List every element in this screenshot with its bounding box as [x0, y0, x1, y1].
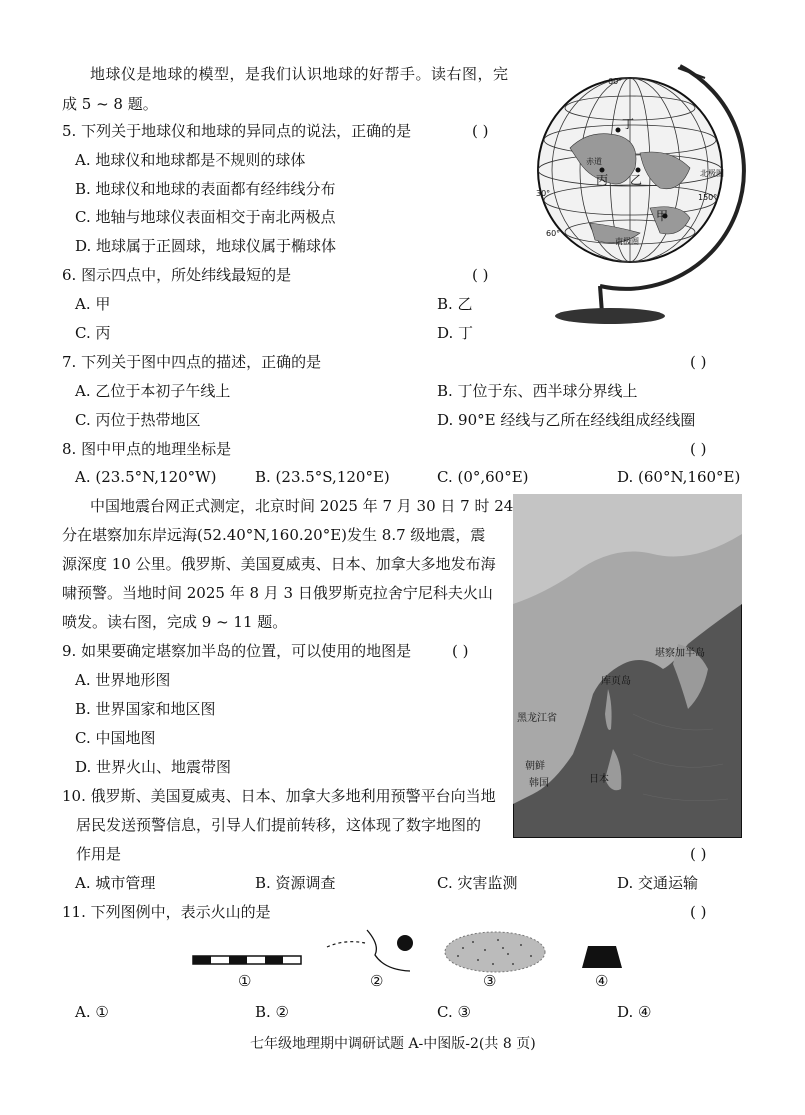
q5-option-d[interactable]: D. 地球属于正圆球，地球仪属于椭球体 [75, 237, 337, 255]
q10-option-b[interactable]: B. 资源调查 [255, 874, 336, 892]
q10-stem-line-1: 10. 俄罗斯、美国夏威夷、日本、加拿大多地利用预警平台向当地 [62, 787, 496, 805]
intro2-line-1: 中国地震台网正式测定，北京时间 2025 年 7 月 30 日 7 时 24 [90, 497, 514, 515]
q7-answer-paren[interactable]: ( ) [690, 353, 707, 371]
globe-label-arctic-circle: 北极圈 [700, 169, 724, 178]
q5-answer-paren[interactable]: ( ) [472, 122, 489, 140]
q9-stem: 9. 如果要确定堪察加半岛的位置，可以使用的地图是 [62, 642, 412, 660]
q11-stem: 11. 下列图例中，表示火山的是 [62, 903, 271, 921]
q6-stem: 6. 图示四点中，所处纬线最短的是 [62, 266, 292, 284]
globe-label-equator: 赤道 [586, 157, 602, 166]
globe-label-lat30: 30° [536, 189, 551, 198]
legend-num-3: ③ [483, 972, 497, 990]
intro2-line-2: 分在堪察加东岸远海(52.40°N,160.20°E)发生 8.7 级地震，震 [62, 526, 486, 544]
q7-option-c[interactable]: C. 丙位于热带地区 [75, 411, 201, 429]
map-label-kamchatka: 堪察加半岛 [655, 648, 705, 659]
q8-option-c[interactable]: C. (0°,60°E) [437, 468, 529, 486]
q10-option-c[interactable]: C. 灾害监测 [437, 874, 518, 892]
globe-label-ding: 丁 [622, 117, 635, 131]
q6-option-d[interactable]: D. 丁 [437, 324, 474, 342]
q10-option-a[interactable]: A. 城市管理 [75, 874, 156, 892]
q5-option-c[interactable]: C. 地轴与地球仪表面相交于南北两极点 [75, 208, 336, 226]
map-label-japan: 日本 [589, 774, 609, 785]
intro2-line-4: 啸预警。当地时间 2025 年 8 月 3 日俄罗斯克拉舍宁尼科夫火山 [62, 584, 493, 602]
scale-bar-legend [192, 954, 302, 966]
q7-option-b[interactable]: B. 丁位于东、西半球分界线上 [437, 382, 638, 400]
q6-option-c[interactable]: C. 丙 [75, 324, 111, 342]
q8-option-b[interactable]: B. (23.5°S,120°E) [255, 468, 390, 486]
globe-label-lat60: 60° [608, 77, 623, 86]
q7-stem: 7. 下列关于图中四点的描述，正确的是 [62, 353, 322, 371]
q6-option-a[interactable]: A. 甲 [75, 295, 111, 313]
q11-answer-paren[interactable]: ( ) [690, 903, 707, 921]
q8-answer-paren[interactable]: ( ) [690, 440, 707, 458]
map-label-sakhalin: 库页岛 [601, 676, 631, 687]
map-label-heilongjiang: 黑龙江省 [517, 713, 557, 724]
q5-option-b[interactable]: B. 地球仪和地球的表面都有经纬线分布 [75, 180, 336, 198]
globe-label-bing: 丙 [596, 173, 609, 187]
q8-option-d[interactable]: D. (60°N,160°E) [617, 468, 741, 486]
q5-stem: 5. 下列关于地球仪和地球的异同点的说法，正确的是 [62, 122, 412, 140]
q10-stem-line-3: 作用是 [76, 845, 122, 863]
q7-option-a[interactable]: A. 乙位于本初子午线上 [75, 382, 231, 400]
q5-option-a[interactable]: A. 地球仪和地球都是不规则的球体 [75, 151, 306, 169]
q9-option-d[interactable]: D. 世界火山、地震带图 [75, 758, 232, 776]
kamchatka-map [513, 494, 742, 838]
map-label-south-korea: 韩国 [529, 778, 549, 789]
q7-option-d[interactable]: D. 90°E 经线与乙所在经线组成经线圈 [437, 411, 696, 429]
q11-option-c[interactable]: C. ③ [437, 1003, 471, 1021]
globe-label-jia: 甲 [656, 209, 669, 223]
q8-stem: 8. 图中甲点的地理坐标是 [62, 440, 232, 458]
q9-option-a[interactable]: A. 世界地形图 [75, 671, 171, 689]
q10-option-d[interactable]: D. 交通运输 [617, 874, 699, 892]
map-label-korea: 朝鲜 [525, 761, 545, 772]
trapezoid-legend [580, 944, 624, 970]
q10-answer-paren[interactable]: ( ) [690, 845, 707, 863]
legend-num-2: ② [370, 972, 384, 990]
q11-option-b[interactable]: B. ② [255, 1003, 290, 1021]
page-footer: 七年级地理期中调研试题 A-中图版-2(共 8 页) [250, 1036, 536, 1052]
globe-figure [530, 58, 750, 328]
globe-label-lon150: 150° [698, 193, 718, 202]
q8-option-a[interactable]: A. (23.5°N,120°W) [75, 468, 217, 486]
q9-option-b[interactable]: B. 世界国家和地区图 [75, 700, 216, 718]
intro2-line-3: 源深度 10 公里。俄罗斯、美国夏威夷、日本、加拿大多地发布海 [62, 555, 496, 573]
q9-answer-paren[interactable]: ( ) [452, 642, 469, 660]
legend-num-4: ④ [595, 972, 609, 990]
globe-label-antarctic-circle: 南极圈 [615, 237, 639, 246]
q6-answer-paren[interactable]: ( ) [472, 266, 489, 284]
q9-option-c[interactable]: C. 中国地图 [75, 729, 156, 747]
q6-option-b[interactable]: B. 乙 [437, 295, 473, 313]
q10-stem-line-2: 居民发送预警信息，引导人们提前转移，这体现了数字地图的 [76, 816, 482, 834]
intro-line-1: 地球仪是地球的模型，是我们认识地球的好帮手。读右图，完 [90, 65, 509, 83]
dotted-area-legend [443, 930, 548, 975]
q11-option-a[interactable]: A. ① [75, 1003, 109, 1021]
legend-num-1: ① [238, 972, 252, 990]
q11-option-d[interactable]: D. ④ [617, 1003, 652, 1021]
globe-label-yi: 乙 [630, 173, 643, 187]
coastline-volcano-legend [325, 925, 425, 975]
intro2-line-5: 喷发。读右图，完成 9 ~ 11 题。 [62, 613, 288, 631]
globe-label-lat60s: 60° [546, 229, 561, 238]
intro-line-2: 成 5 ~ 8 题。 [62, 95, 158, 113]
